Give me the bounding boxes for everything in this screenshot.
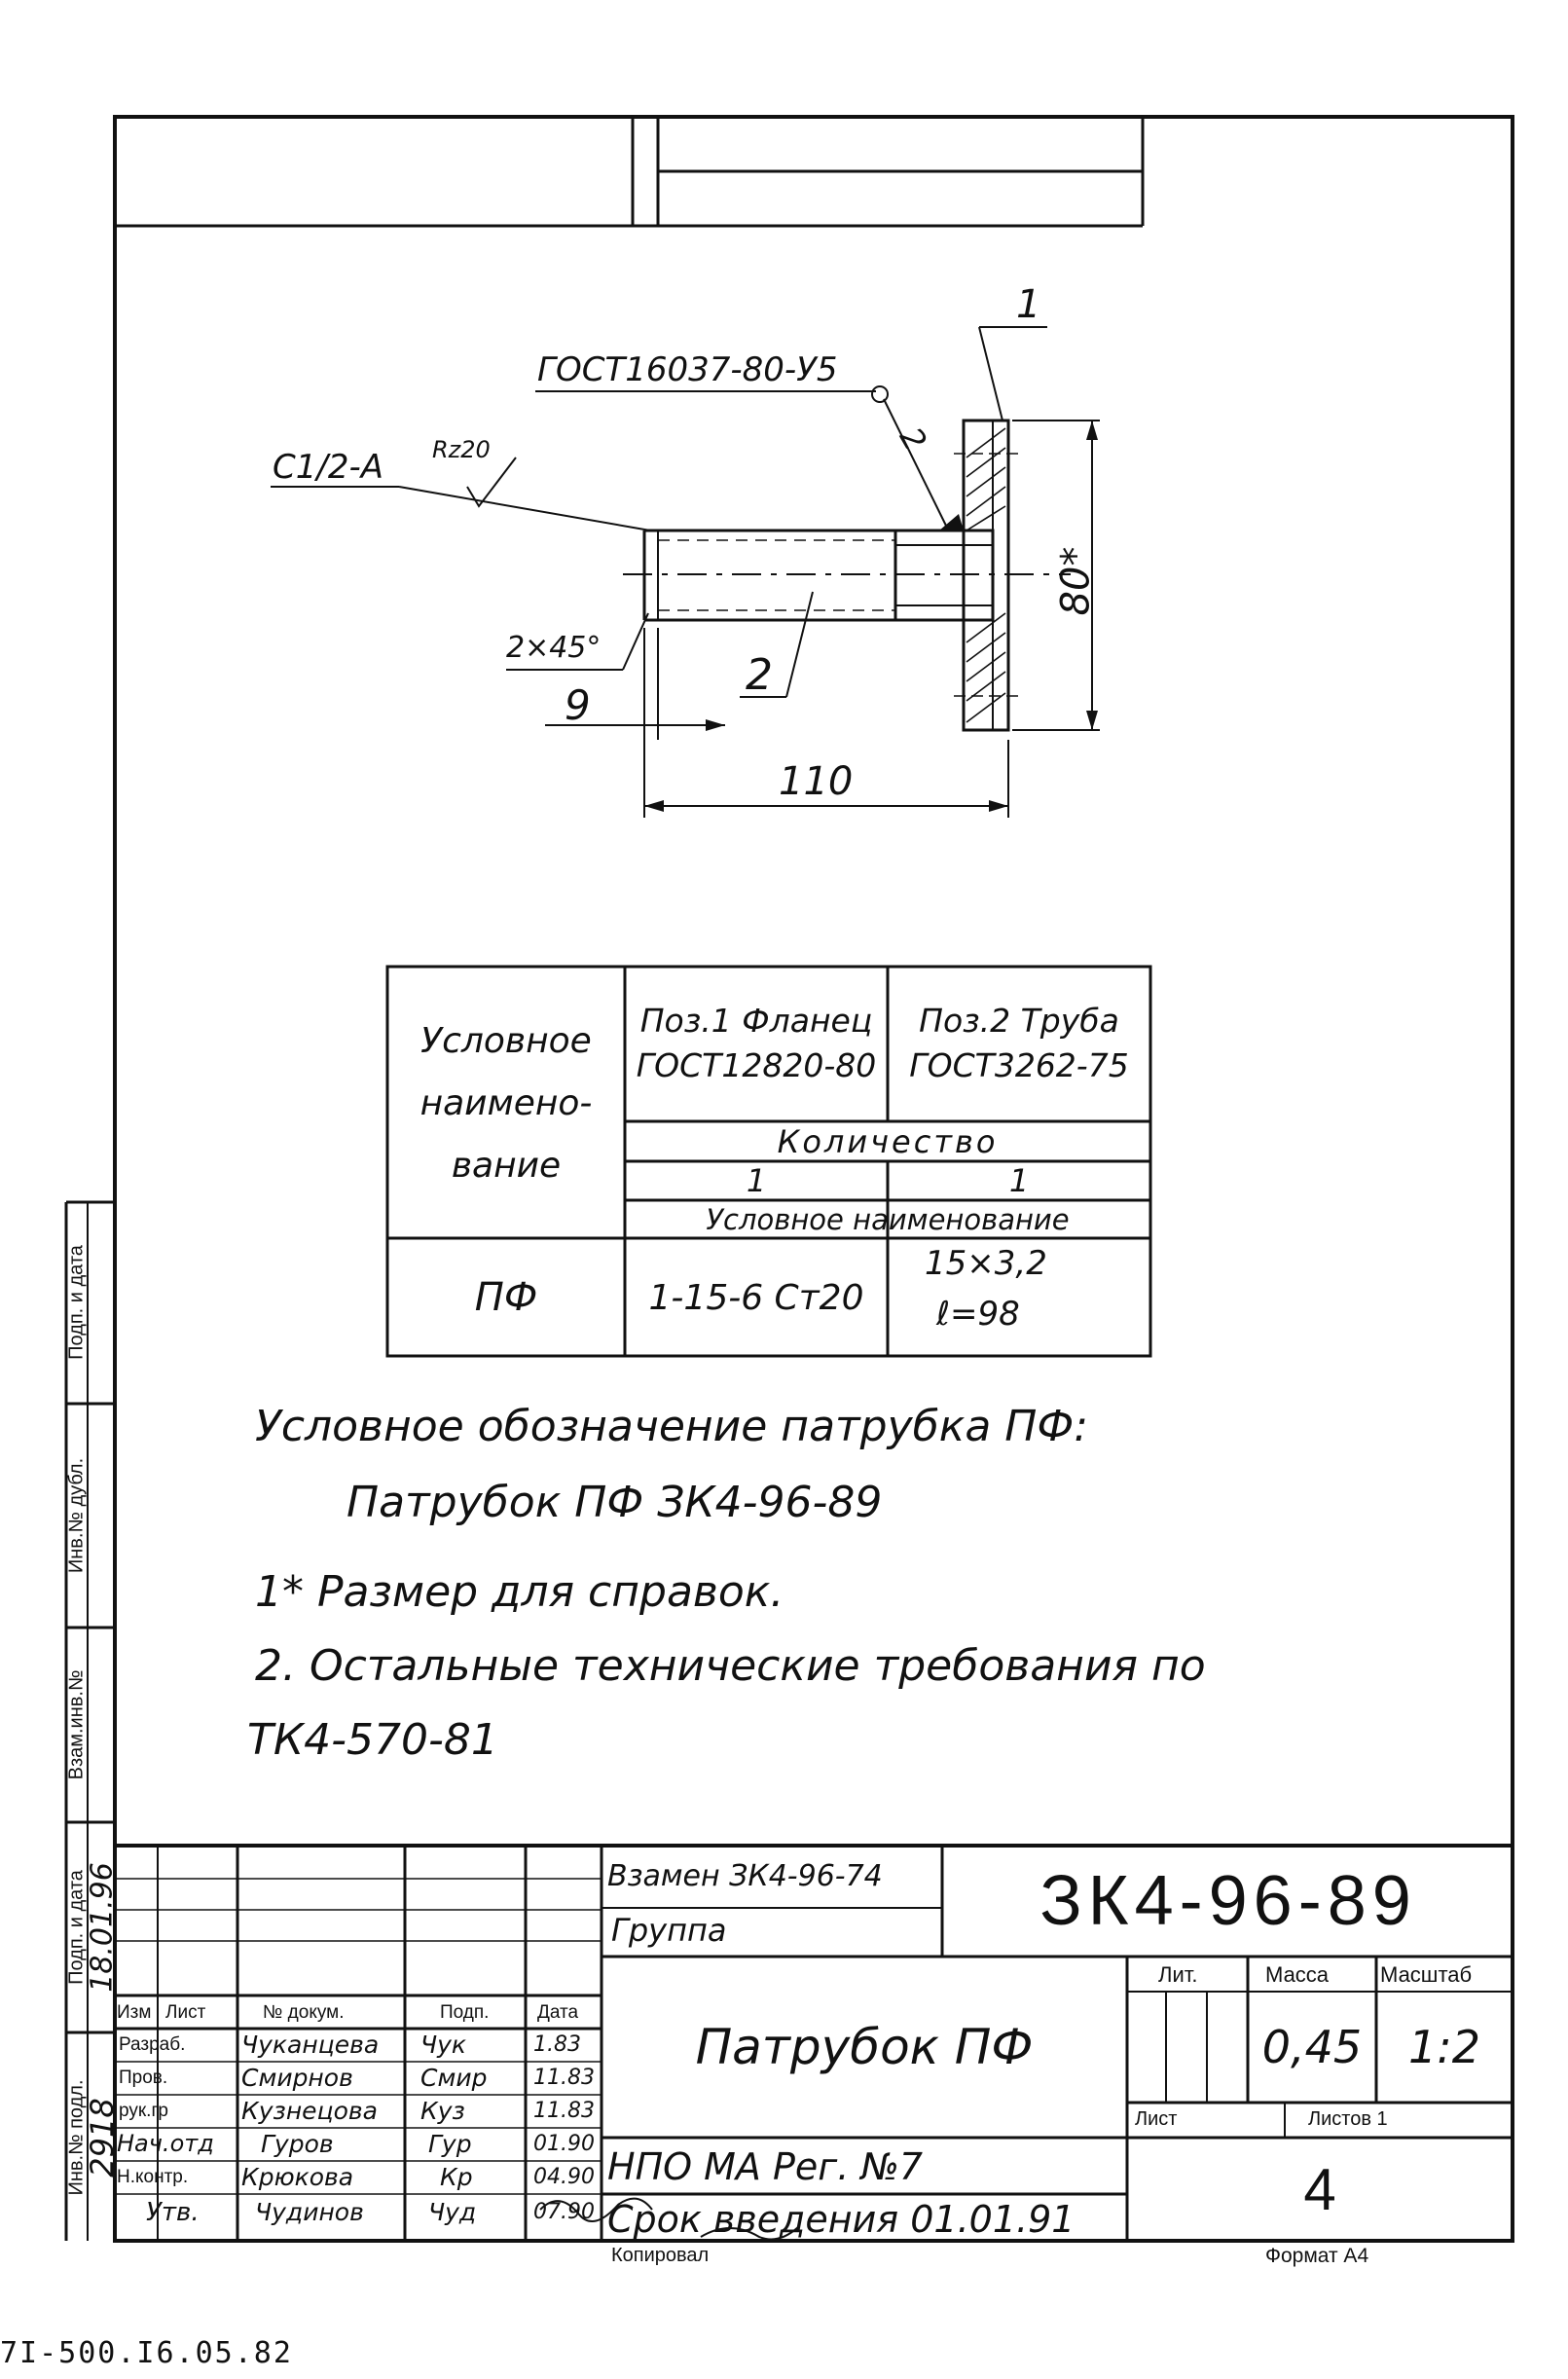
tb-part-name: Патрубок ПФ <box>695 2019 1034 2075</box>
side-inv-podl: Инв.№ подл. <box>65 2079 88 2196</box>
tb-date: 11.83 <box>533 2066 595 2090</box>
weld-gost-label: ГОСТ16037-80-У5 <box>537 350 838 389</box>
tb-role: Нач.отд <box>117 2130 214 2157</box>
tb-role: рук.гр <box>119 2101 168 2121</box>
tb-date: 01.90 <box>533 2132 595 2156</box>
spec-cond-name-label: Условное наименование <box>706 1202 1070 1236</box>
tb-role: Н.контр. <box>117 2167 189 2187</box>
tb-mass-value: 0,45 <box>1261 2021 1363 2073</box>
spec-row-pos1: 1-15-6 Ст20 <box>648 1277 864 1318</box>
position-2-weld-label: 2 <box>892 421 934 458</box>
tb-role: Пров. <box>119 2068 168 2088</box>
position-2-label: 2 <box>746 650 773 700</box>
tb-lit-label: Лит. <box>1158 1962 1198 1987</box>
spec-header-pos1: Поз.1 Фланец ГОСТ12820-80 <box>636 1002 877 1084</box>
tb-col-izm: Изм <box>117 2002 152 2023</box>
dimension-110: 110 <box>779 759 854 804</box>
tb-name: Чудинов <box>255 2198 364 2226</box>
tb-intro-date: Срок введения 01.01.91 <box>607 2198 1076 2241</box>
tb-sign: Гур <box>428 2130 472 2158</box>
tb-date: 04.90 <box>533 2165 595 2189</box>
spec-row-pos2-length: ℓ=98 <box>936 1295 1020 1334</box>
side-podp-data-bottom: Подп. и дата <box>65 1870 88 1985</box>
spec-row-name: ПФ <box>474 1275 538 1320</box>
note-tech-document: ТК4-570-81 <box>247 1715 498 1765</box>
tb-date: 11.83 <box>533 2099 595 2123</box>
tb-sign: Чуд <box>428 2198 477 2226</box>
spec-row-pos2-size: 15×3,2 <box>925 1244 1047 1283</box>
tb-organization: НПО МА Рег. №7 <box>607 2145 924 2188</box>
tb-sheets-label: Листов 1 <box>1308 2108 1388 2130</box>
tb-scale-value: 1:2 <box>1407 2021 1481 2073</box>
tb-col-podp: Подп. <box>440 2002 490 2023</box>
note-tech-requirements: 2. Остальные технические требования по <box>255 1641 1206 1691</box>
tb-date: 07.90 <box>533 2200 595 2224</box>
tb-name: Чуканцева <box>241 2031 380 2059</box>
dimension-9: 9 <box>565 681 591 729</box>
chamfer-label: 2×45° <box>506 631 602 665</box>
tb-name: Гуров <box>261 2130 334 2158</box>
tb-name: Крюкова <box>241 2163 354 2191</box>
footer-format: Формат А4 <box>1265 2245 1369 2267</box>
side-signature-date: 18.01.96 <box>85 1862 120 1993</box>
tb-col-list: Лист <box>165 2002 206 2023</box>
tb-sheet-label: Лист <box>1135 2108 1178 2130</box>
tb-mass-label: Масса <box>1265 1962 1330 1987</box>
tb-role: Разраб. <box>119 2034 186 2055</box>
tb-sign: Кр <box>440 2163 473 2191</box>
roughness-label: Rz20 <box>432 436 491 463</box>
footer-archive-code: 7I-500.I6.05.82 <box>0 2336 293 2370</box>
note-designation-title: Условное обозначение патрубка ПФ: <box>255 1402 1089 1451</box>
tb-sign: Куз <box>420 2097 465 2125</box>
tb-scale-label: Масштаб <box>1380 1962 1473 1987</box>
tb-name: Кузнецова <box>241 2097 378 2125</box>
note-reference-size: 1* Размер для справок. <box>255 1567 784 1617</box>
tb-group: Группа <box>611 1912 727 1949</box>
dimension-80: 80* <box>1053 546 1099 616</box>
spec-header-name: Условное наимено-вание <box>419 1021 593 1186</box>
tb-role: Утв. <box>146 2198 200 2227</box>
footer-copied: Копировал <box>611 2245 710 2266</box>
side-inventory-number: 2918 <box>84 2098 121 2178</box>
side-inv-dubl: Инв.№ дубл. <box>65 1457 88 1574</box>
tb-sign: Смир <box>420 2064 488 2092</box>
position-1-label: 1 <box>1016 282 1041 327</box>
tb-name: Смирнов <box>241 2064 353 2092</box>
spec-qty-pos2: 1 <box>1008 1162 1030 1199</box>
tb-col-doc: № докум. <box>263 2002 345 2023</box>
tb-col-data: Дата <box>537 2002 579 2023</box>
tb-sign: Чук <box>420 2031 467 2059</box>
spec-header-pos2: Поз.2 Труба ГОСТ3262-75 <box>909 1002 1129 1084</box>
tb-designation: ЗК4-96-89 <box>1039 1862 1417 1940</box>
tb-date: 1.83 <box>533 2032 581 2057</box>
spec-qty-pos1: 1 <box>746 1162 767 1199</box>
side-vzam-inv: Взам.инв.№ <box>65 1669 88 1780</box>
tb-sheet-number: 4 <box>1303 2156 1336 2222</box>
tb-replaces: Взамен ЗК4-96-74 <box>607 1859 883 1893</box>
spec-quantity-label: Количество <box>777 1122 999 1160</box>
thread-label: С1/2-А <box>273 448 383 487</box>
note-designation-example: Патрубок ПФ ЗК4-96-89 <box>346 1478 883 1527</box>
side-podp-data-top: Подп. и дата <box>65 1245 88 1360</box>
